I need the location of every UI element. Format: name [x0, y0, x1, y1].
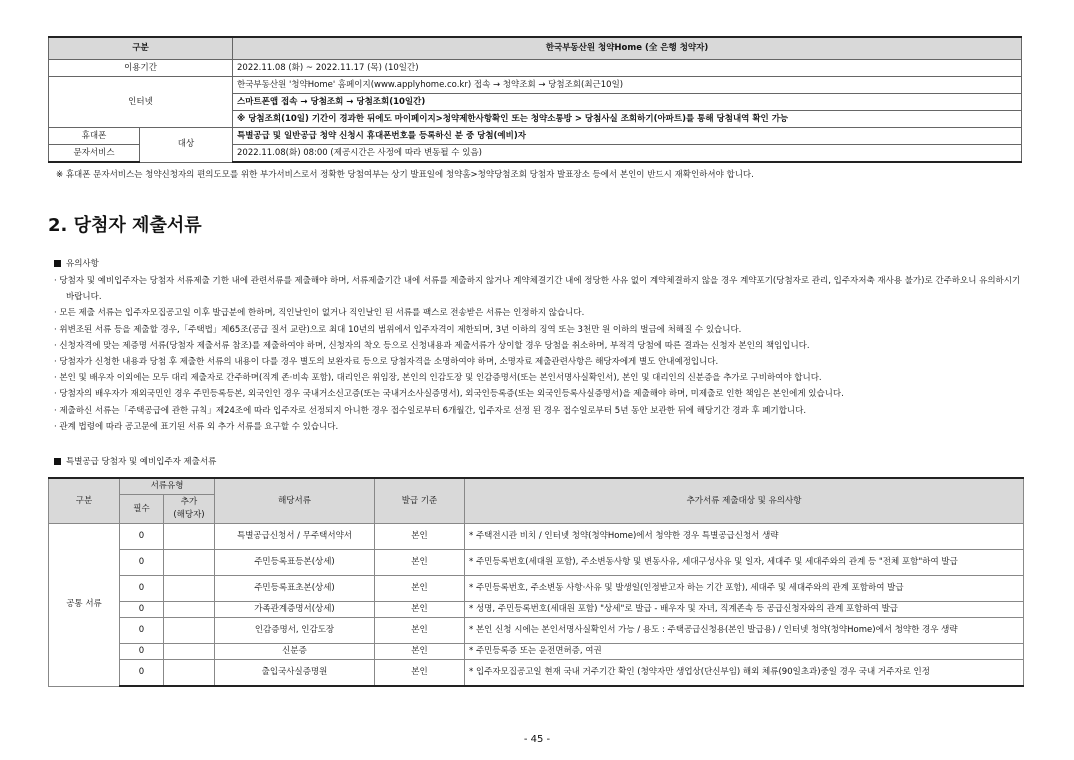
sms-label-2: 문자서비스	[49, 145, 140, 163]
internet-line-3: ※ 당첨조회(10일) 기간이 경과한 뒤에도 마이페이지>청약제한사항확인 또는 청약소통방 > 당첨사실 조회하기(아파트)를 통해 당첨내역 확인 가능	[233, 111, 1022, 128]
extra-mark	[164, 524, 215, 550]
extra-mark	[164, 644, 215, 660]
document-name: 특별공급신청서 / 무주택서약서	[215, 524, 375, 550]
extra-mark	[164, 550, 215, 576]
target-label: 대상	[140, 128, 233, 163]
required-mark: 0	[120, 524, 164, 550]
extra-mark	[164, 660, 215, 687]
square-bullet-icon	[54, 260, 61, 267]
internet-line-2: 스마트폰앱 접속 → 당첨조회 → 당첨조회(10일간)	[233, 94, 1022, 111]
table-row	[49, 524, 1024, 550]
issuer: 본인	[375, 618, 465, 644]
sms-note: ※ 휴대폰 문자서비스는 청약신청자의 편의도모를 위한 부가서비스로서 정확한 당첨여부는 상기 발표일에 청약홈>청약당첨조회 당첨자 발표장소 등에서 본인이 반드시 재확인하셔야 합니다.	[56, 170, 754, 180]
notes-heading-text: 유의사항	[66, 259, 99, 269]
issuer: 본인	[375, 644, 465, 660]
period-value: 2022.11.08 (화) ~ 2022.11.17 (목) (10일간)	[233, 60, 1022, 77]
header-required: 필수	[120, 495, 164, 524]
issuer: 본인	[375, 576, 465, 602]
header-applyhome: 한국부동산원 청약Home (全 은행 청약자)	[233, 37, 1022, 60]
table-row	[49, 550, 1024, 576]
required-mark: 0	[120, 644, 164, 660]
header-category: 구분	[49, 37, 233, 60]
required-mark: 0	[120, 576, 164, 602]
document-name: 인감증명서, 인감도장	[215, 618, 375, 644]
required-mark: 0	[120, 602, 164, 618]
document-note: * 주민등록번호, 주소변동 사항·사유 및 발생일(인정받고자 하는 기간 포함), 세대주 및 세대주와의 관계 포함하여 발급	[465, 576, 1024, 602]
document-note: * 입주자모집공고일 현재 국내 거주기간 확인 (청약자만 생업상(단신부임) 해외 체류(90일초과)중일 경우 국내 거주자로 인정	[465, 660, 1024, 687]
table-row	[49, 576, 1024, 602]
extra-mark	[164, 576, 215, 602]
header-extra-line1: 추가	[180, 497, 198, 507]
documents-table	[48, 477, 1024, 687]
note-item: · 신청자격에 맞는 제증명 서류(당첨자 제출서류 참조)를 제출하여야 하며, 신청자의 착오 등으로 신청내용과 제출서류가 상이할 경우 당첨을 취소하며, 부적격 당첨에 따른 결과는 신청자 본인의 책임입니다.	[54, 340, 810, 351]
sms-target-text: 특별공급 및 일반공급 청약 신청시 휴대폰번호를 등록하신 분 중 당첨(예비)자	[233, 128, 1022, 145]
required-mark: 0	[120, 618, 164, 644]
document-note: * 주민등록증 또는 운전면허증, 여권	[465, 644, 1024, 660]
header-document: 해당서류	[215, 478, 375, 524]
document-name: 주민등록표등본(상세)	[215, 550, 375, 576]
table2-heading	[54, 455, 216, 467]
extra-mark	[164, 602, 215, 618]
table2-heading-text: 특별공급 당첨자 및 예비입주자 제출서류	[66, 457, 217, 467]
table-row	[49, 602, 1024, 618]
document-name: 가족관계증명서(상세)	[215, 602, 375, 618]
issuer: 본인	[375, 524, 465, 550]
document-name: 주민등록표초본(상세)	[215, 576, 375, 602]
notes-heading	[54, 257, 99, 269]
document-note: * 주택전시관 비치 / 인터넷 청약(청약Home)에서 청약한 경우 특별공급신청서 생략	[465, 524, 1024, 550]
period-label: 이용기간	[49, 60, 233, 77]
document-note: * 성명, 주민등록번호(세대원 포함) "상세"로 발급 - 배우자 및 자녀, 직계존속 등 공급신청자와의 관계 포함하여 발급	[465, 602, 1024, 618]
document-name: 신분증	[215, 644, 375, 660]
table-row	[49, 660, 1024, 687]
document-name: 출입국사실증명원	[215, 660, 375, 687]
note-item: · 당첨자의 배우자가 재외국민인 경우 주민등록등본, 외국인인 경우 국내거소신고증(또는 국내거소사실증명서), 외국인등록증(또는 외국인등록사실증명서)을 제출해야 하며, 미제출로 인한 책임은 본인에게 있습니다.	[54, 389, 844, 400]
note-item: · 본인 및 배우자 이외에는 모두 대리 제출자로 간주하며(직계 존·비속 포함), 대리인은 위임장, 본인의 인감도장 및 인감증명서(또는 본인서명사실확인서), 본인 및 대리인의 신분증을 추가로 구비하여야 합니다.	[54, 373, 822, 384]
note-item: · 당첨자가 신청한 내용과 당첨 후 제출한 서류의 내용이 다를 경우 별도의 보완자료 등으로 당첨자격을 소명하여야 하며, 소명자료 제출관련사항은 해당자에게 별도 안내예정입니다.	[54, 357, 719, 368]
header-extra	[164, 495, 215, 524]
notes-list	[54, 273, 1024, 435]
announcement-info-table	[48, 36, 1022, 163]
internet-line-1: 한국부동산원 '청약Home' 홈페이지(www.applyhome.co.kr) 접속 → 청약조회 → 당첨조회(최근10일)	[233, 77, 1022, 94]
document-note: * 주민등록번호(세대원 포함), 주소변동사항 및 변동사유, 세대구성사유 및 일자, 세대주 및 세대주와의 관계 등 "전체 포함"하여 발급	[465, 550, 1024, 576]
issuer: 본인	[375, 660, 465, 687]
square-bullet-icon	[54, 458, 61, 465]
sms-time-text: 2022.11.08(화) 08:00 (제공시간은 사정에 따라 변동될 수 있음)	[233, 145, 1022, 163]
header-extra-line2: (해당자)	[173, 510, 205, 520]
table-row	[49, 618, 1024, 644]
note-item: · 당첨자 및 예비입주자는 당첨자 서류제출 기한 내에 관련서류를 제출해야 하며, 서류제출기간 내에 서류를 제출하지 않거나 계약체결기간 내에 정당한 사유 없이 계약체결하지 않을 경우 계약포기(당첨자로 관리, 입주자저축 재사용 불가)로 간주하오니 유의하시기 바랍니다.	[54, 276, 1021, 303]
document-note: * 본인 신청 시에는 본인서명사실확인서 가능 / 용도 : 주택공급신청용(본인 발급용) / 인터넷 청약(청약Home)에서 청약한 경우 생략	[465, 618, 1024, 644]
section-title: 2. 당첨자 제출서류	[48, 215, 202, 236]
header-issuer: 발급 기준	[375, 478, 465, 524]
page-number: - 45 -	[523, 734, 551, 745]
note-item: · 관계 법령에 따라 공고문에 표기된 서류 외 추가 서류를 요구할 수 있습니다.	[54, 421, 339, 432]
header-category: 구분	[49, 478, 120, 524]
required-mark: 0	[120, 550, 164, 576]
required-mark: 0	[120, 660, 164, 687]
issuer: 본인	[375, 602, 465, 618]
note-item: · 위변조된 서류 등을 제출할 경우,「주택법」제65조(공급 질서 교란)으로 최대 10년의 범위에서 입주자격이 제한되며, 3년 이하의 징역 또는 3천만 원 이하의 벌금에 처해질 수 있습니다.	[54, 324, 742, 335]
header-notes: 추가서류 제출대상 및 유의사항	[465, 478, 1024, 524]
extra-mark	[164, 618, 215, 644]
issuer: 본인	[375, 550, 465, 576]
sms-label-1: 휴대폰	[49, 128, 140, 145]
category-common: 공통 서류	[49, 524, 120, 687]
note-item: · 제출하신 서류는「주택공급에 관한 규칙」제24조에 따라 입주자로 선정되지 아니한 경우 접수일로부터 6개월간, 입주자로 선정 된 경우 접수일로부터 5년 동안 보관한 뒤에 해당기간 경과 후 폐기합니다.	[54, 405, 807, 416]
note-item: · 모든 제출 서류는 입주자모집공고일 이후 발급분에 한하며, 직인날인이 없거나 직인날인 된 서류를 팩스로 전송받은 서류는 인정하지 않습니다.	[54, 308, 585, 319]
internet-label: 인터넷	[49, 77, 233, 128]
table-row	[49, 644, 1024, 660]
header-doc-type: 서류유형	[120, 478, 215, 495]
